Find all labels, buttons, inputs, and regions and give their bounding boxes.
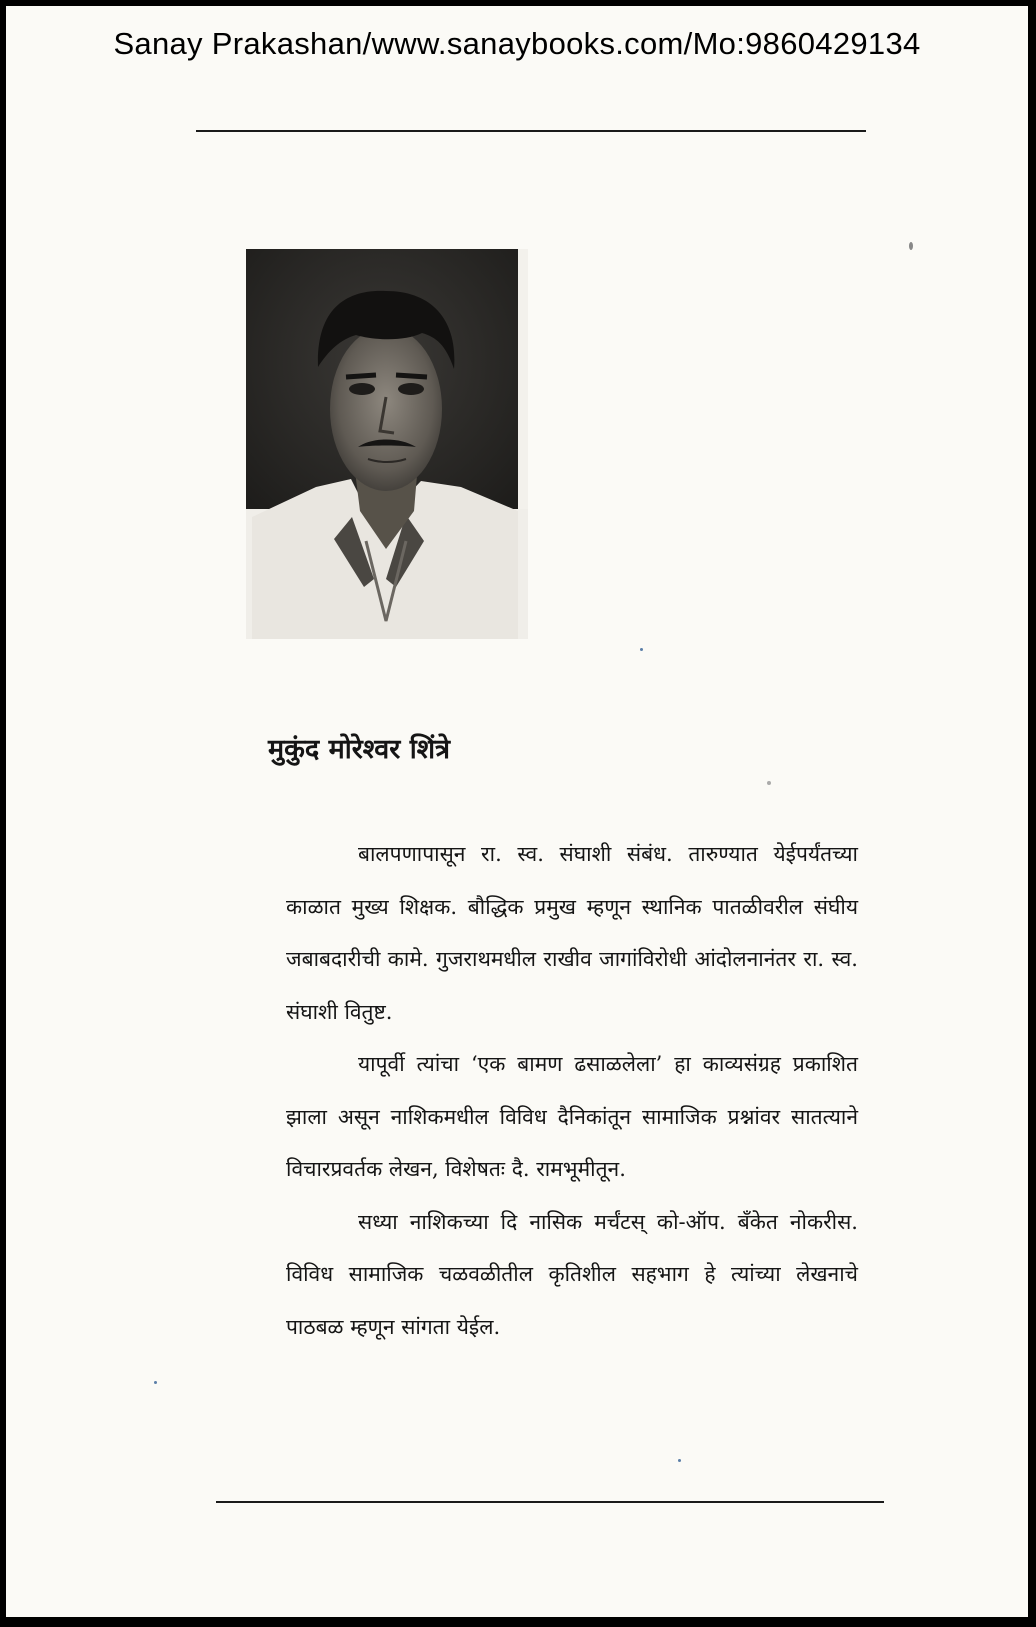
bio-paragraph-3: सध्या नाशिकच्या दि नासिक मर्चंटस् को-ऑप. बँकेत नोकरीस. विविध सामाजिक चळवळीतील कृतिशील सहभाग हे त्यांच्या लेखनाचे पाठबळ म्हणून सांगता येईल. [286,1209,858,1339]
paper-speck [909,242,913,250]
paper-speck [640,648,643,651]
top-divider [196,130,866,132]
author-photo [246,249,528,639]
book-page [6,6,1028,1617]
paper-speck [154,1381,157,1384]
author-bio [286,828,858,1353]
bio-paragraph-1: बालपणापासून रा. स्व. संघाशी संबंध. तारुण्यात येईपर्यंतच्या काळात मुख्य शिक्षक. बौद्धिक प्रमुख म्हणून स्थानिक पातळीवरील संघीय जबाबदारीची कामे. गुजराथमधील राखीव जागांविरोधी आंदोलनानंतर रा. स्व. संघाशी वितुष्ट. [286,842,858,1024]
bio-paragraph-2: यापूर्वी त्यांचा ‘एक बामण ढसाळलेला’ हा काव्यसंग्रह प्रकाशित झाला असून नाशिकमधील विविध दैनिकांतून सामाजिक प्रश्नांवर सातत्याने विचारप्रवर्तक लेखन, विशेषतः दै. रामभूमीतून. [286,1052,858,1181]
author-name: मुकुंद मोरेश्वर शिंत्रे [268,734,450,765]
paper-speck [767,781,771,785]
publisher-watermark: Sanay Prakashan/www.sanaybooks.com/Mo:9860429134 [113,26,921,61]
paper-speck [678,1459,681,1462]
bottom-divider [216,1501,884,1503]
